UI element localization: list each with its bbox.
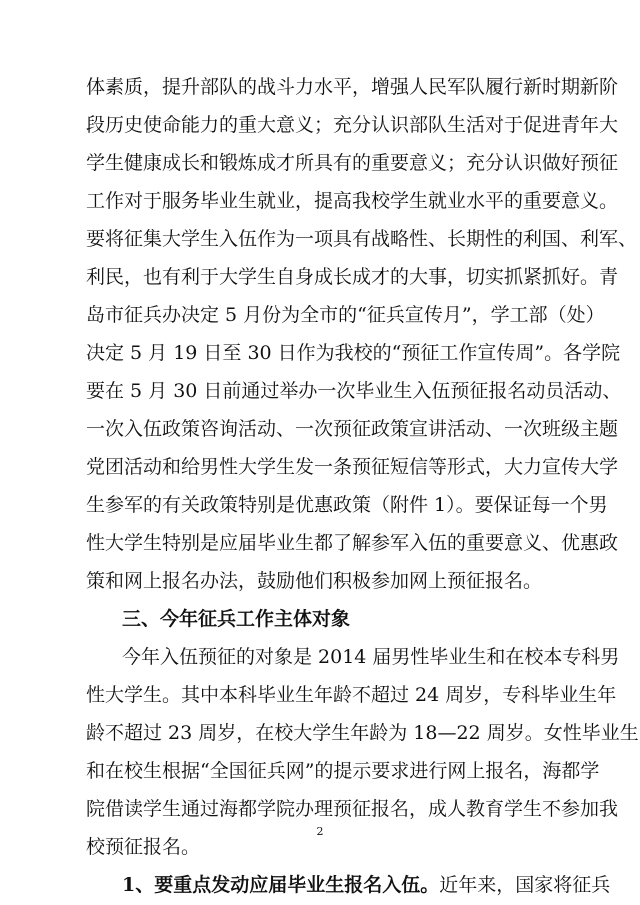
body-line: 岛市征兵办决定 5 月份为全市的“征兵宣传月”，学工部（处） [86, 304, 605, 326]
body-line: 工作对于服务毕业生就业，提高我校学生就业水平的重要意义。 [86, 190, 619, 212]
body-line: 决定 5 月 19 日至 30 日作为我校的“预征工作宣传周”。各学院 [86, 342, 621, 364]
body-line: 体素质，提升部队的战斗力水平，增强人民军队履行新时期新阶 [86, 76, 619, 98]
body-line: 要在 5 月 30 日前通过举办一次毕业生入伍预征报名动员活动、 [86, 380, 622, 402]
subsection-lead: 1、要重点发动应届毕业生报名入伍。 [122, 874, 440, 896]
body-line: 利民，也有利于大学生自身成长成才的大事，切实抓紧抓好。青 [86, 266, 619, 288]
body-line: 今年入伍预征的对象是 2014 届男性毕业生和在校本专科男 [122, 646, 620, 668]
body-line: 院借读学生通过海都学院办理预征报名，成人教育学生不参加我 [86, 798, 619, 820]
body-line: 性大学生。其中本科毕业生年龄不超过 24 周岁，专科毕业生年 [86, 684, 617, 706]
section-heading: 三、今年征兵工作主体对象 [122, 608, 351, 630]
body-line: 要将征集大学生入伍作为一项具有战略性、长期性的利国、利军、 [86, 228, 638, 250]
page-number: 2 [316, 825, 324, 838]
body-line: 和在校生根据“全国征兵网”的提示要求进行网上报名，海都学 [86, 760, 600, 782]
body-text: 近年来，国家将征兵 [439, 874, 611, 896]
document-body [86, 68, 639, 904]
body-line: 性大学生特别是应届毕业生都了解参军入伍的重要意义、优惠政 [86, 532, 619, 554]
body-line: 一次入伍政策咨询活动、一次预征政策宣讲活动、一次班级主题 [86, 418, 619, 440]
body-line: 学生健康成长和锻炼成才所具有的重要意义；充分认识做好预征 [86, 152, 619, 174]
body-line: 校预征报名。 [86, 836, 201, 858]
body-line: 段历史使命能力的重大意义；充分认识部队生活对于促进青年大 [86, 114, 619, 136]
body-line [86, 866, 611, 904]
body-line: 龄不超过 23 周岁，在校大学生年龄为 18—22 周岁。女性毕业生 [86, 722, 639, 744]
body-line: 生参军的有关政策特别是优惠政策（附件 1）。要保证每一个男 [86, 494, 608, 516]
body-line: 党团活动和给男性大学生发一条预征短信等形式，大力宣传大学 [86, 456, 619, 478]
body-line: 策和网上报名办法，鼓励他们积极参加网上预征报名。 [86, 570, 543, 592]
